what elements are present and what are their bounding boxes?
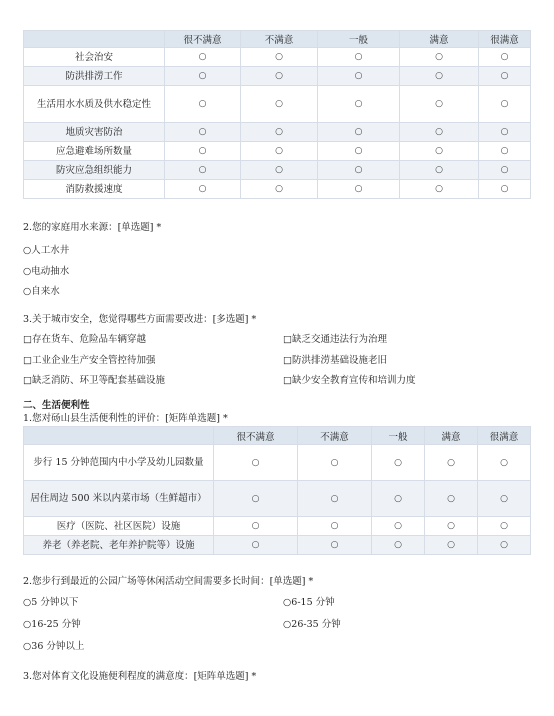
table-header-row (24, 427, 531, 445)
row-label: 养老（养老院、老年养护院等）设施 (24, 536, 214, 555)
radio-option[interactable]: ○ (479, 142, 531, 161)
table-row (24, 517, 531, 536)
row-label: 生活用水水质及供水稳定性 (24, 86, 165, 123)
radio-option[interactable]: ○ (318, 180, 400, 199)
row-label: 居住周边 500 米以内菜市场（生鲜超市） (24, 481, 214, 517)
header-cell: 满意 (400, 31, 479, 48)
checkbox-option[interactable]: □缺乏消防、环卫等配套基础设施 (23, 375, 165, 386)
row-label: 地质灾害防治 (24, 123, 165, 142)
radio-option[interactable]: ○ (214, 445, 298, 481)
radio-option[interactable]: ○ (165, 161, 241, 180)
radio-option[interactable]: ○ (400, 48, 479, 67)
row-label: 防洪排涝工作 (24, 67, 165, 86)
radio-option[interactable]: ○ (479, 86, 531, 123)
radio-option[interactable]: ○ (165, 67, 241, 86)
radio-option[interactable]: ○ (400, 123, 479, 142)
radio-option[interactable]: ○ (214, 481, 298, 517)
radio-option[interactable]: ○ (479, 180, 531, 199)
header-cell: 不满意 (241, 31, 318, 48)
table-row (24, 481, 531, 517)
radio-option[interactable]: ○ (298, 517, 372, 536)
section-heading: 二、生活便利性 (23, 400, 90, 411)
radio-option[interactable]: ○16-25 分钟 (23, 619, 81, 630)
question-title: 2.您步行到最近的公园广场等休闲活动空间需要多长时间：[单选题] * (23, 576, 314, 587)
radio-option[interactable]: ○ (214, 536, 298, 555)
radio-option[interactable]: ○ (400, 142, 479, 161)
radio-option[interactable]: ○ (165, 86, 241, 123)
header-cell: 满意 (425, 427, 478, 445)
radio-option[interactable]: ○5 分钟以下 (23, 597, 79, 608)
header-cell: 很满意 (479, 31, 531, 48)
radio-option[interactable]: ○ (478, 517, 531, 536)
table-header-row (24, 31, 531, 48)
convenience-satisfaction-table (23, 426, 531, 555)
radio-option[interactable]: ○电动抽水 (23, 266, 70, 277)
radio-option[interactable]: ○ (479, 67, 531, 86)
radio-option[interactable]: ○6-15 分钟 (283, 597, 335, 608)
checkbox-option[interactable]: □工业企业生产安全管控待加强 (23, 355, 156, 366)
table-row (24, 86, 531, 123)
question-title: 2.您的家庭用水来源：[单选题] * (23, 222, 162, 233)
radio-option[interactable]: ○ (425, 481, 478, 517)
checkbox-option[interactable]: □防洪排涝基础设施老旧 (283, 355, 387, 366)
header-cell: 很不满意 (214, 427, 298, 445)
row-label: 步行 15 分钟范围内中小学及幼儿园数量 (24, 445, 214, 481)
header-cell (24, 427, 214, 445)
radio-option[interactable]: ○自来水 (23, 286, 60, 297)
table-row (24, 67, 531, 86)
radio-option[interactable]: ○ (400, 180, 479, 199)
radio-option[interactable]: ○ (165, 48, 241, 67)
radio-option[interactable]: ○ (318, 67, 400, 86)
radio-option[interactable]: ○ (478, 481, 531, 517)
radio-option[interactable]: ○ (318, 48, 400, 67)
header-cell: 一般 (372, 427, 425, 445)
radio-option[interactable]: ○ (165, 123, 241, 142)
radio-option[interactable]: ○ (298, 481, 372, 517)
table-row (24, 180, 531, 199)
radio-option[interactable]: ○ (241, 161, 318, 180)
radio-option[interactable]: ○ (318, 142, 400, 161)
question-title: 3.您对体育文化设施便利程度的满意度：[矩阵单选题] * (23, 671, 257, 682)
radio-option[interactable]: ○ (425, 536, 478, 555)
checkbox-option[interactable]: □存在货车、危险品车辆穿越 (23, 334, 146, 345)
radio-option[interactable]: ○ (241, 48, 318, 67)
header-cell (24, 31, 165, 48)
radio-option[interactable]: ○ (372, 481, 425, 517)
question-title: 3.关于城市安全，您觉得哪些方面需要改进：[多选题] * (23, 314, 257, 325)
radio-option[interactable]: ○ (298, 536, 372, 555)
radio-option[interactable]: ○ (214, 517, 298, 536)
safety-satisfaction-table (23, 30, 531, 199)
radio-option[interactable]: ○ (241, 86, 318, 123)
checkbox-option[interactable]: □缺乏交通违法行为治理 (283, 334, 387, 345)
checkbox-option[interactable]: □缺少安全教育宣传和培训力度 (283, 375, 416, 386)
radio-option[interactable]: ○ (478, 536, 531, 555)
radio-option[interactable]: ○ (241, 67, 318, 86)
radio-option[interactable]: ○ (425, 517, 478, 536)
radio-option[interactable]: ○ (241, 123, 318, 142)
radio-option[interactable]: ○ (372, 536, 425, 555)
table-row (24, 123, 531, 142)
radio-option[interactable]: ○ (318, 86, 400, 123)
radio-option[interactable]: ○ (372, 517, 425, 536)
radio-option[interactable]: ○ (400, 161, 479, 180)
radio-option[interactable]: ○ (165, 142, 241, 161)
header-cell: 很不满意 (165, 31, 241, 48)
header-cell: 不满意 (298, 427, 372, 445)
row-label: 应急避难场所数量 (24, 142, 165, 161)
radio-option[interactable]: ○人工水井 (23, 245, 70, 256)
radio-option[interactable]: ○ (479, 161, 531, 180)
radio-option[interactable]: ○ (425, 445, 478, 481)
row-label: 医疗（医院、社区医院）设施 (24, 517, 214, 536)
radio-option[interactable]: ○ (479, 48, 531, 67)
table-row (24, 445, 531, 481)
radio-option[interactable]: ○ (318, 161, 400, 180)
radio-option[interactable]: ○ (478, 445, 531, 481)
header-cell: 一般 (318, 31, 400, 48)
radio-option[interactable]: ○ (400, 86, 479, 123)
radio-option[interactable]: ○ (298, 445, 372, 481)
radio-option[interactable]: ○ (400, 67, 479, 86)
table-row (24, 48, 531, 67)
radio-option[interactable]: ○ (318, 123, 400, 142)
row-label: 防灾应急组织能力 (24, 161, 165, 180)
question-title: 1.您对砀山县生活便利性的评价：[矩阵单选题] * (23, 413, 228, 424)
row-label: 社会治安 (24, 48, 165, 67)
table-row (24, 536, 531, 555)
table-row (24, 142, 531, 161)
radio-option[interactable]: ○ (479, 123, 531, 142)
row-label: 消防救援速度 (24, 180, 165, 199)
radio-option[interactable]: ○36 分钟以上 (23, 641, 85, 652)
radio-option[interactable]: ○ (372, 445, 425, 481)
radio-option[interactable]: ○26-35 分钟 (283, 619, 341, 630)
header-cell: 很满意 (478, 427, 531, 445)
radio-option[interactable]: ○ (241, 142, 318, 161)
radio-option[interactable]: ○ (165, 180, 241, 199)
table-row (24, 161, 531, 180)
radio-option[interactable]: ○ (241, 180, 318, 199)
